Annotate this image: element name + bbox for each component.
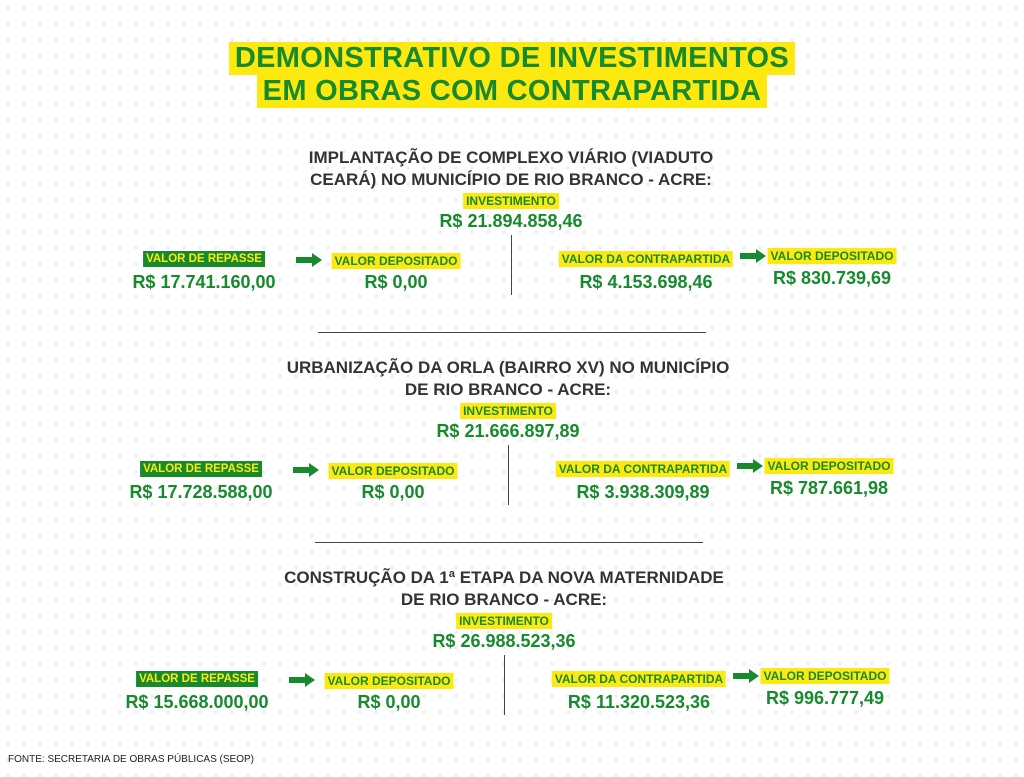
investimento-value: R$ 21.666.897,89 — [436, 421, 580, 441]
vertical-divider — [504, 655, 505, 715]
section-divider — [318, 332, 706, 333]
arrow-right-icon — [733, 669, 759, 683]
project-title: IMPLANTAÇÃO DE COMPLEXO VIÁRIO (VIADUTO CEARÁ) NO MUNICÍPIO DE RIO BRANCO - ACRE: — [308, 148, 714, 189]
repasse-depositado-label: VALOR DEPOSITADO — [325, 673, 454, 689]
contrapartida-depositado-label: VALOR DEPOSITADO — [761, 668, 890, 684]
repasse-value: R$ 17.728.588,00 — [129, 482, 273, 502]
repasse-depositado-value: R$ 0,00 — [364, 272, 428, 292]
contrapartida-depositado-label: VALOR DEPOSITADO — [768, 248, 897, 264]
repasse-depositado-label: VALOR DEPOSITADO — [329, 463, 458, 479]
contrapartida-depositado-value: R$ 830.739,69 — [772, 268, 892, 288]
contrapartida-depositado-label: VALOR DEPOSITADO — [765, 458, 894, 474]
contrapartida-value: R$ 11.320.523,36 — [567, 692, 711, 712]
contrapartida-value: R$ 4.153.698,46 — [579, 272, 713, 292]
investimento-label: INVESTIMENTO — [456, 613, 552, 629]
source-note: FONTE: SECRETARIA DE OBRAS PÚBLICAS (SEOP) — [8, 754, 254, 765]
arrow-right-icon — [296, 253, 322, 267]
investimento-value: R$ 21.894.858,46 — [439, 211, 583, 231]
repasse-label: VALOR DE REPASSE — [136, 671, 258, 687]
vertical-divider — [508, 445, 509, 505]
contrapartida-value: R$ 3.938.309,89 — [576, 482, 710, 502]
repasse-label: VALOR DE REPASSE — [140, 461, 262, 477]
project-title: URBANIZAÇÃO DA ORLA (BAIRRO XV) NO MUNICÍPIO DE RIO BRANCO - ACRE: — [286, 358, 730, 399]
contrapartida-depositado-value: R$ 787.661,98 — [769, 478, 889, 498]
contrapartida-label: VALOR DA CONTRAPARTIDA — [559, 251, 733, 267]
arrow-right-icon — [293, 463, 319, 477]
project-title: CONSTRUÇÃO DA 1ª ETAPA DA NOVA MATERNIDADE DE RIO BRANCO - ACRE: — [284, 568, 724, 609]
repasse-depositado-label: VALOR DEPOSITADO — [332, 253, 461, 269]
arrow-right-icon — [740, 249, 766, 263]
page-title — [0, 42, 1024, 108]
investimento-value: R$ 26.988.523,36 — [432, 631, 576, 651]
repasse-value: R$ 17.741.160,00 — [132, 272, 276, 292]
arrow-right-icon — [289, 673, 315, 687]
title-line-2: EM OBRAS COM CONTRAPARTIDA — [257, 75, 768, 108]
contrapartida-label: VALOR DA CONTRAPARTIDA — [552, 671, 726, 687]
contrapartida-depositado-value: R$ 996.777,49 — [765, 688, 885, 708]
repasse-label: VALOR DE REPASSE — [143, 251, 265, 267]
title-line-1: DEMONSTRATIVO DE INVESTIMENTOS — [229, 42, 795, 75]
repasse-depositado-value: R$ 0,00 — [357, 692, 421, 712]
vertical-divider — [511, 235, 512, 295]
contrapartida-label: VALOR DA CONTRAPARTIDA — [556, 461, 730, 477]
arrow-right-icon — [737, 459, 763, 473]
section-divider — [315, 542, 703, 543]
investimento-label: INVESTIMENTO — [463, 193, 559, 209]
investimento-label: INVESTIMENTO — [460, 403, 556, 419]
repasse-value: R$ 15.668.000,00 — [125, 692, 269, 712]
repasse-depositado-value: R$ 0,00 — [361, 482, 425, 502]
